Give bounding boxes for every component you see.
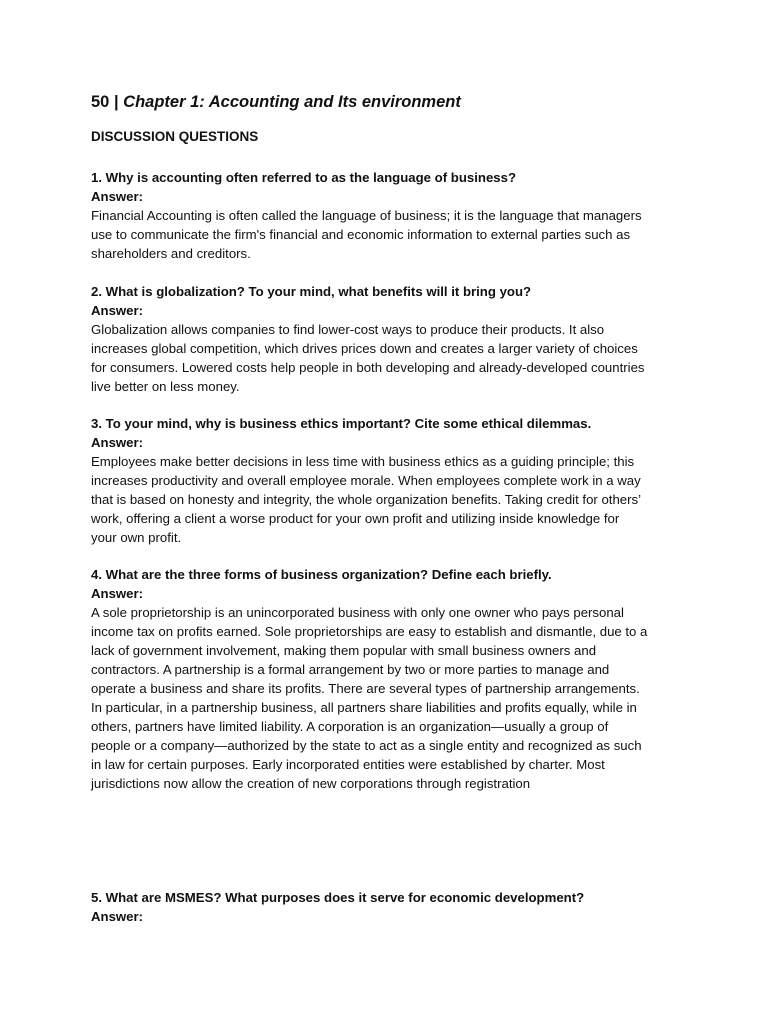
question-text: 5. What are MSMES? What purposes does it serve for economic development?	[91, 890, 585, 905]
answer-line: jurisdictions now allow the creation of new corporations through registration	[91, 776, 531, 791]
question-block-3	[91, 414, 691, 547]
answer-line: others, partners have limited liability. A corporation is an organization—usually a group of	[91, 719, 609, 734]
chapter-label: Chapter 1	[123, 93, 200, 111]
answer-line: work, offering a client a worse product for your own profit and utilizing inside knowledge for	[91, 511, 620, 526]
answer-line: Globalization allows companies to find lower-cost ways to produce their products. It also	[91, 322, 605, 337]
answer-line: for consumers. Lowered costs help people in both developing and already-developed countries	[91, 360, 645, 375]
answer-line: Financial Accounting is often called the language of business; it is the language that managers	[91, 208, 642, 223]
answer-text	[91, 320, 691, 396]
answer-label: Answer:	[91, 435, 144, 450]
answer-line: people or a company—authorized by the state to act as a single entity and recognized as such	[91, 738, 642, 753]
chapter-title: : Accounting and Its environment	[199, 93, 461, 111]
answer-text	[91, 603, 691, 793]
header-separator: |	[113, 93, 119, 111]
answer-line: In particular, in a partnership business, all partners share liabilities and profits equally, while in	[91, 700, 637, 715]
answer-text	[91, 452, 691, 547]
question-text: 4. What are the three forms of business organization? Define each briefly.	[91, 567, 552, 582]
answer-line: your own profit.	[91, 530, 182, 545]
page-number: 50	[91, 93, 110, 111]
question-block-5	[91, 888, 691, 926]
answer-line: A sole proprietorship is an unincorporated business with only one owner who pays personal	[91, 605, 624, 620]
answer-line: operate a business and share its profits. There are several types of partnership arrangements.	[91, 681, 640, 696]
answer-text	[91, 206, 691, 263]
answer-line: contractors. A partnership is a formal arrangement by two or more parties to manage and	[91, 662, 610, 677]
answer-line: Employees make better decisions in less time with business ethics as a guiding principle; this	[91, 454, 635, 469]
answer-line: live better on less money.	[91, 379, 240, 394]
answer-line: income tax on profits earned. Sole proprietorships are easy to establish and dismantle, due to a	[91, 624, 648, 639]
answer-line: lack of government involvement, making them popular with small business owners and	[91, 643, 597, 658]
answer-label: Answer:	[91, 189, 144, 204]
page-header	[91, 93, 461, 112]
question-block-2	[91, 282, 691, 396]
question-text: 2. What is globalization? To your mind, what benefits will it bring you?	[91, 284, 532, 299]
answer-line: in law for certain purposes. Early incorporated entities were established by charter. Most	[91, 757, 605, 772]
section-title: DISCUSSION QUESTIONS	[91, 129, 259, 144]
answer-line: that is based on honesty and integrity, the whole organization benefits. Taking credit for others’	[91, 492, 642, 507]
answer-label: Answer:	[91, 303, 144, 318]
question-text: 3. To your mind, why is business ethics important? Cite some ethical dilemmas.	[91, 416, 592, 431]
answer-line: shareholders and creditors.	[91, 246, 251, 261]
answer-line: use to communicate the firm's financial and economic information to external parties such as	[91, 227, 631, 242]
question-block-1	[91, 168, 691, 263]
answer-label: Answer:	[91, 586, 144, 601]
question-block-4	[91, 565, 691, 793]
answer-label: Answer:	[91, 909, 144, 924]
question-text: 1. Why is accounting often referred to as the language of business?	[91, 170, 517, 185]
answer-line: increases global competition, which drives prices down and creates a larger variety of choices	[91, 341, 638, 356]
answer-line: increases productivity and overall employee morale. When employees complete work in a way	[91, 473, 641, 488]
